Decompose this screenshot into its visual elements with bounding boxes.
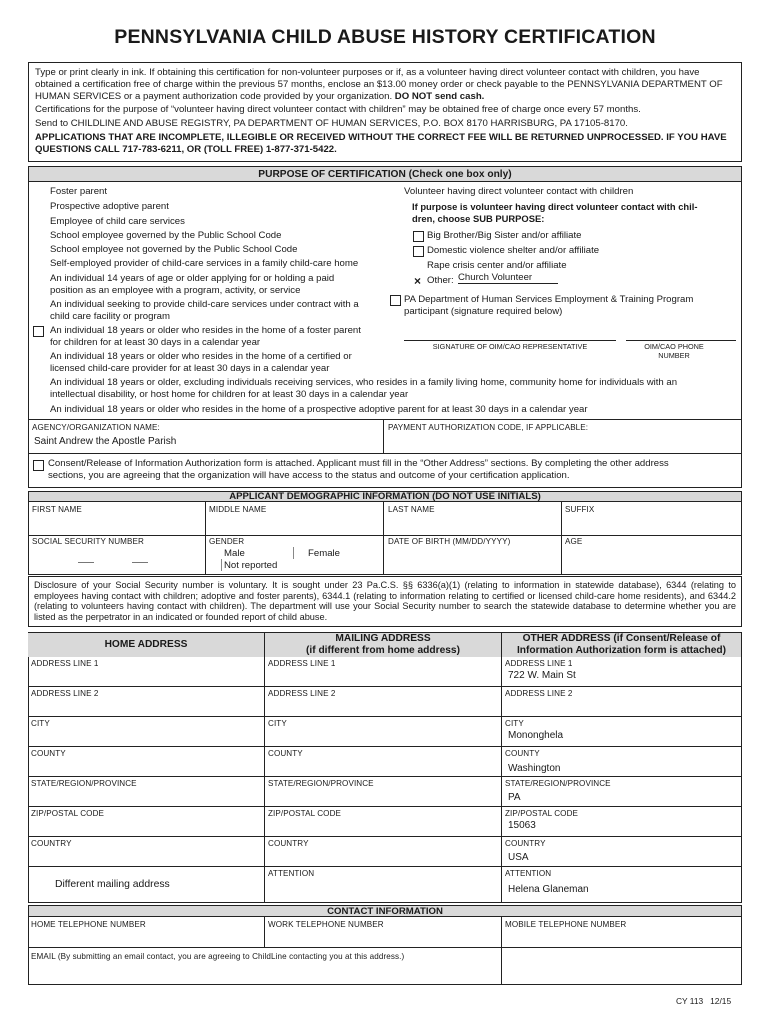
divider [383, 502, 384, 575]
home-address-line1-label: ADDRESS LINE 1 [31, 659, 99, 668]
other-address-header: OTHER ADDRESS (if Consent/Release of Information Authorization form is attached) [502, 633, 741, 657]
sub-option-big-brother[interactable]: Big Brother/Big Sister and/or affiliate [427, 230, 582, 241]
home-zip-label: ZIP/POSTAL CODE [31, 809, 105, 818]
other-state-field[interactable]: PA [508, 792, 521, 803]
sub-option-rape-crisis[interactable]: Rape crisis center and/or affiliate [427, 260, 567, 271]
option-foster-parent[interactable]: Foster parent [50, 186, 108, 197]
gender-label: GENDER [209, 537, 245, 546]
other-zip-field[interactable]: 15063 [508, 820, 536, 831]
divider [28, 535, 742, 536]
agency-label: AGENCY/ORGANIZATION NAME: [32, 423, 160, 432]
other-attention-field[interactable]: Helena Glaneman [508, 884, 589, 895]
other-county-label: COUNTY [505, 749, 540, 758]
option-school-employee-governed[interactable]: School employee governed by the Public School Code [50, 230, 282, 241]
gender-female-option[interactable]: Female [308, 548, 340, 559]
form-number: CY 113 12/15 [676, 996, 732, 1006]
divider [501, 632, 502, 903]
option-contract-provider[interactable]: An individual seeking to provide child-care services under contract with a child care facility or program [50, 299, 359, 322]
divider [28, 947, 742, 948]
middle-name-label: MIDDLE NAME [209, 505, 267, 514]
purpose-header: PURPOSE OF CERTIFICATION (Check one box only) [28, 166, 742, 182]
sub-option-domestic-violence[interactable]: Domestic violence shelter and/or affiliate [427, 245, 600, 256]
checkbox-domestic-violence[interactable] [413, 246, 424, 257]
work-phone-field[interactable] [267, 930, 499, 945]
dob-field[interactable] [386, 548, 558, 570]
option-prospective-adoptive[interactable]: Prospective adoptive parent [50, 201, 169, 212]
divider [205, 502, 206, 575]
home-address-header: HOME ADDRESS [28, 633, 264, 657]
middle-name-field[interactable] [207, 515, 379, 533]
last-name-field[interactable] [386, 515, 558, 533]
divider [293, 547, 294, 559]
home-phone-label: HOME TELEPHONE NUMBER [31, 920, 146, 929]
option-child-care-employee[interactable]: Employee of child care services [50, 216, 185, 227]
mobile-phone-label: MOBILE TELEPHONE NUMBER [505, 920, 627, 929]
checkbox-other-checked[interactable]: × [413, 274, 421, 288]
divider [264, 632, 265, 903]
age-field[interactable] [563, 548, 739, 570]
home-city-label: CITY [31, 719, 50, 728]
instructions-paragraph: Type or print clearly in ink. If obtaining this certification for non-volunteer purposes or if, as a volunteer having direct volunteer contact with children, you have obtained a certification free of charge within the previous 57 months, enclose an $13.00 money order or check payable to the PENNSYLVANIA DEPARTMENT OF HUMAN SERVICES or a payment authorization code provided by your organization. DO NOT send cash. [35, 67, 723, 102]
divider [28, 746, 742, 747]
option-certified-home-resident[interactable]: An individual 18 years or older who resides in the home of a certified or licensed child-care provider for at least 30 days in a calendar year [50, 351, 352, 374]
payment-code-label: PAYMENT AUTHORIZATION CODE, IF APPLICABLE: [388, 423, 589, 432]
consent-text: Consent/Release of Information Authorization form is attached. Applicant must fill in the “Other Address” sections. By completing the other address sections, you are agreeing that the organization will have access to the status and outcome of your certification application. [48, 458, 669, 481]
mailing-zip-label: ZIP/POSTAL CODE [268, 809, 342, 818]
first-name-field[interactable] [30, 515, 202, 533]
mailing-address-line1-label: ADDRESS LINE 1 [268, 659, 336, 668]
mailing-county-label: COUNTY [268, 749, 303, 758]
home-state-label: STATE/REGION/PROVINCE [31, 779, 137, 788]
age-label: AGE [565, 537, 583, 546]
option-school-employee-not-governed[interactable]: School employee not governed by the Public School Code [50, 244, 298, 255]
mailing-attention-label: ATTENTION [268, 869, 315, 878]
email-field[interactable] [30, 963, 499, 983]
instructions-warning: APPLICATIONS THAT ARE INCOMPLETE, ILLEGIBLE OR RECEIVED WITHOUT THE CORRECT FEE WILL BE RETURNED UNPROCESSED. IF YOU HAVE QUESTIONS CALL 717-783-6211, OR (TOLL FREE) 1-877-371-5422. [35, 131, 727, 155]
other-attention-label: ATTENTION [505, 869, 552, 878]
divider [383, 419, 384, 454]
checkbox-foster-home-resident[interactable] [33, 326, 44, 337]
ssn-field-segment[interactable] [132, 562, 148, 563]
option-volunteer[interactable]: Volunteer having direct volunteer contact with children [404, 186, 634, 197]
option-self-employed-provider[interactable]: Self-employed provider of child-care services in a family child-care home [50, 258, 359, 269]
address-section [28, 632, 742, 903]
phone-line[interactable] [626, 340, 736, 341]
other-country-label: COUNTRY [505, 839, 546, 848]
mailing-city-label: CITY [268, 719, 287, 728]
other-address-line1-field[interactable]: 722 W. Main St [508, 670, 576, 681]
ssn-field-segment[interactable] [78, 562, 94, 563]
mailing-address-line2-label: ADDRESS LINE 2 [268, 689, 336, 698]
instructions-paragraph: Certifications for the purpose of “volunteer having direct volunteer contact with children” may be obtained free of charge once every 57 months. [35, 104, 641, 116]
mailing-address-header: MAILING ADDRESS (if different from home address) [265, 633, 501, 657]
signature-label: SIGNATURE OF OIM/CAO REPRESENTATIVE [432, 342, 588, 351]
phone-label: OIM/CAO PHONE NUMBER [644, 342, 704, 360]
gender-not-reported-option[interactable]: Not reported [224, 560, 278, 571]
other-city-field[interactable]: Mononghela [508, 730, 564, 741]
option-family-living-home[interactable]: An individual 18 years or older, excluding individuals receiving services, who resides in a family living home, community home for individuals with an intellectual disability, or host home for children for at least 30 days in a calendar year [50, 377, 678, 400]
other-county-field[interactable]: Washington [508, 763, 561, 774]
divider [28, 686, 742, 687]
sub-option-other-label: Other: [427, 275, 454, 286]
option-pa-dept-participant[interactable]: PA Department of Human Services Employment & Training Program participant (signature required below) [404, 294, 694, 317]
suffix-label: SUFFIX [565, 505, 595, 514]
option-14-years-employee[interactable]: An individual 14 years of age or older applying for or holding a paid position as an employee with a program, activity, or service [50, 273, 335, 296]
first-name-label: FIRST NAME [32, 505, 82, 514]
checkbox-pa-dept[interactable] [390, 295, 401, 306]
ssn-label: SOCIAL SECURITY NUMBER [32, 537, 144, 546]
option-adoptive-home-resident[interactable]: An individual 18 years or older who resides in the home of a prospective adoptive parent for at least 30 days in a calendar year [50, 404, 588, 415]
demographic-header: APPLICANT DEMOGRAPHIC INFORMATION (DO NOT USE INITIALS) [28, 491, 742, 502]
payment-code-field[interactable] [386, 433, 738, 451]
divider [28, 716, 742, 717]
different-mailing-address-option[interactable]: Different mailing address [55, 879, 170, 890]
other-state-label: STATE/REGION/PROVINCE [505, 779, 611, 788]
gender-male-option[interactable]: Male [224, 548, 245, 559]
divider [561, 502, 562, 575]
option-foster-home-resident[interactable]: An individual 18 years or older who resides in the home of a foster parent for children for at least 30 days in a calendar year [50, 325, 361, 348]
mobile-phone-field[interactable] [504, 930, 740, 945]
page-title: PENNSYLVANIA CHILD ABUSE HISTORY CERTIFICATION [114, 26, 656, 48]
divider [28, 806, 742, 807]
contact-header: CONTACT INFORMATION [28, 905, 742, 917]
divider [28, 776, 742, 777]
divider [264, 917, 265, 947]
mailing-country-label: COUNTRY [268, 839, 309, 848]
other-purpose-field[interactable]: Church Volunteer [458, 273, 558, 284]
divider [221, 559, 222, 571]
ssn-disclosure: Disclosure of your Social Security number is voluntary. It is sought under 23 Pa.C.S. §§ 6336(a)(1) (relating to information in statewide database), 6344 (relating to employees having contact with children; adoptive and foster parents), 6344.1 (relating to information relating to certified or licensed child-care home residents), and 6344.2 (relating to volunteers having contact with children). The department will use your Social Security number to search the statewide database to determine whether you are listed as the perpetrator in an indicated or founded report of child abuse. [28, 576, 742, 627]
suffix-field[interactable] [563, 515, 739, 533]
other-address-line2-label: ADDRESS LINE 2 [505, 689, 573, 698]
home-county-label: COUNTY [31, 749, 66, 758]
other-city-label: CITY [505, 719, 524, 728]
home-address-line2-label: ADDRESS LINE 2 [31, 689, 99, 698]
instructions-box [28, 62, 742, 162]
divider [501, 917, 502, 985]
last-name-label: LAST NAME [388, 505, 435, 514]
home-country-label: COUNTRY [31, 839, 72, 848]
email-label: EMAIL (By submitting an email contact, you are agreeing to ChildLine contacting you at this address.) [31, 952, 405, 961]
checkbox-big-brother[interactable] [413, 231, 424, 242]
signature-line[interactable] [404, 340, 616, 341]
sub-purpose-heading: If purpose is volunteer having direct volunteer contact with chil- dren, choose SUB PURPOSE: [412, 201, 698, 224]
work-phone-label: WORK TELEPHONE NUMBER [268, 920, 384, 929]
other-country-field[interactable]: USA [508, 852, 529, 863]
checkbox-consent[interactable] [33, 460, 44, 471]
mailing-state-label: STATE/REGION/PROVINCE [268, 779, 374, 788]
agency-name-field[interactable]: Saint Andrew the Apostle Parish [34, 436, 177, 447]
other-zip-label: ZIP/POSTAL CODE [505, 809, 579, 818]
instructions-paragraph: Send to CHILDLINE AND ABUSE REGISTRY, PA DEPARTMENT OF HUMAN SERVICES, P.O. BOX 8170 HARRISBURG, PA 17105-8170. [35, 118, 628, 130]
divider [28, 866, 742, 867]
dob-label: DATE OF BIRTH (MM/DD/YYYY) [388, 537, 511, 546]
other-address-line1-label: ADDRESS LINE 1 [505, 659, 573, 668]
home-phone-field[interactable] [30, 930, 262, 945]
divider [28, 836, 742, 837]
